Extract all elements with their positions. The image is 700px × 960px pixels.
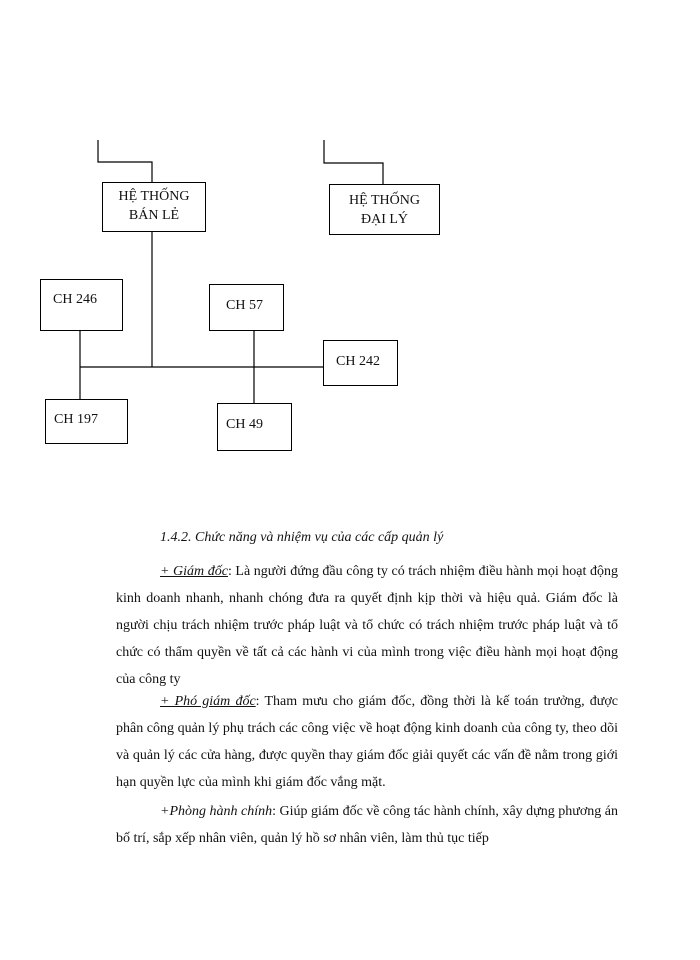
retail-system-line1: HỆ THỐNG xyxy=(118,189,190,204)
store-box-ch57 xyxy=(209,284,284,331)
agency-system-box xyxy=(329,184,440,235)
store-box-ch242 xyxy=(323,340,398,386)
retail-system-box xyxy=(102,182,206,232)
store-label-ch49: CH 49 xyxy=(226,417,263,432)
store-label-ch246: CH 246 xyxy=(53,292,97,307)
store-label-ch242: CH 242 xyxy=(336,354,380,369)
retail-system-line2: BÁN LẺ xyxy=(128,208,180,223)
text-director: : Là người đứng đầu công ty có trách nhiệm điều hành mọi hoạt động kinh doanh nhanh, nhanh chóng đưa ra quyết định kịp thời và hiệu quả. Giám đốc là người chịu trách nhiệm trước pháp luật và tổ chức có trách nhiệm trước pháp luật và tổ chức có thẩm quyền về tất cả các hành vi của mình trong việc điều hành mọi hoạt động của công ty xyxy=(116,564,618,687)
paragraph-director xyxy=(116,558,618,693)
term-deputy: + Phó giám đốc xyxy=(160,694,256,709)
store-label-ch197: CH 197 xyxy=(54,412,98,427)
store-label-ch57: CH 57 xyxy=(226,298,263,313)
connector-agency-top xyxy=(324,140,383,184)
paragraph-deputy xyxy=(116,688,618,796)
agency-system-line1: HỆ THỐNG xyxy=(349,193,420,208)
paragraph-admin xyxy=(116,798,618,852)
store-box-ch197 xyxy=(45,399,128,444)
store-box-ch246 xyxy=(40,279,123,331)
text-deputy: : Tham mưu cho giám đốc, đồng thời là kế toán trưởng, được phân công quản lý phụ trách các công việc về hoạt động kinh doanh của công ty, theo dõi và quản lý các cửa hàng, được quyền thay giám đốc giải quyết các vấn đề nằm trong giới hạn quyền lực của mình khi giám đốc vắng mặt. xyxy=(116,694,619,790)
agency-system-line2: ĐẠI LÝ xyxy=(360,212,409,227)
store-box-ch49 xyxy=(217,403,292,451)
section-heading: 1.4.2. Chức năng và nhiệm vụ của các cấp quản lý xyxy=(160,530,444,545)
term-admin-text: +Phòng hành chính xyxy=(160,804,273,819)
term-admin xyxy=(160,804,272,819)
connector-retail-top xyxy=(98,140,152,182)
term-director: + Giám đốc xyxy=(160,564,228,579)
text-admin: : Giúp giám đốc về công tác hành chính, xây dựng phương án bố trí, sắp xếp nhân viên, quản lý hồ sơ nhân viên, làm thủ tục tiếp xyxy=(116,804,618,846)
